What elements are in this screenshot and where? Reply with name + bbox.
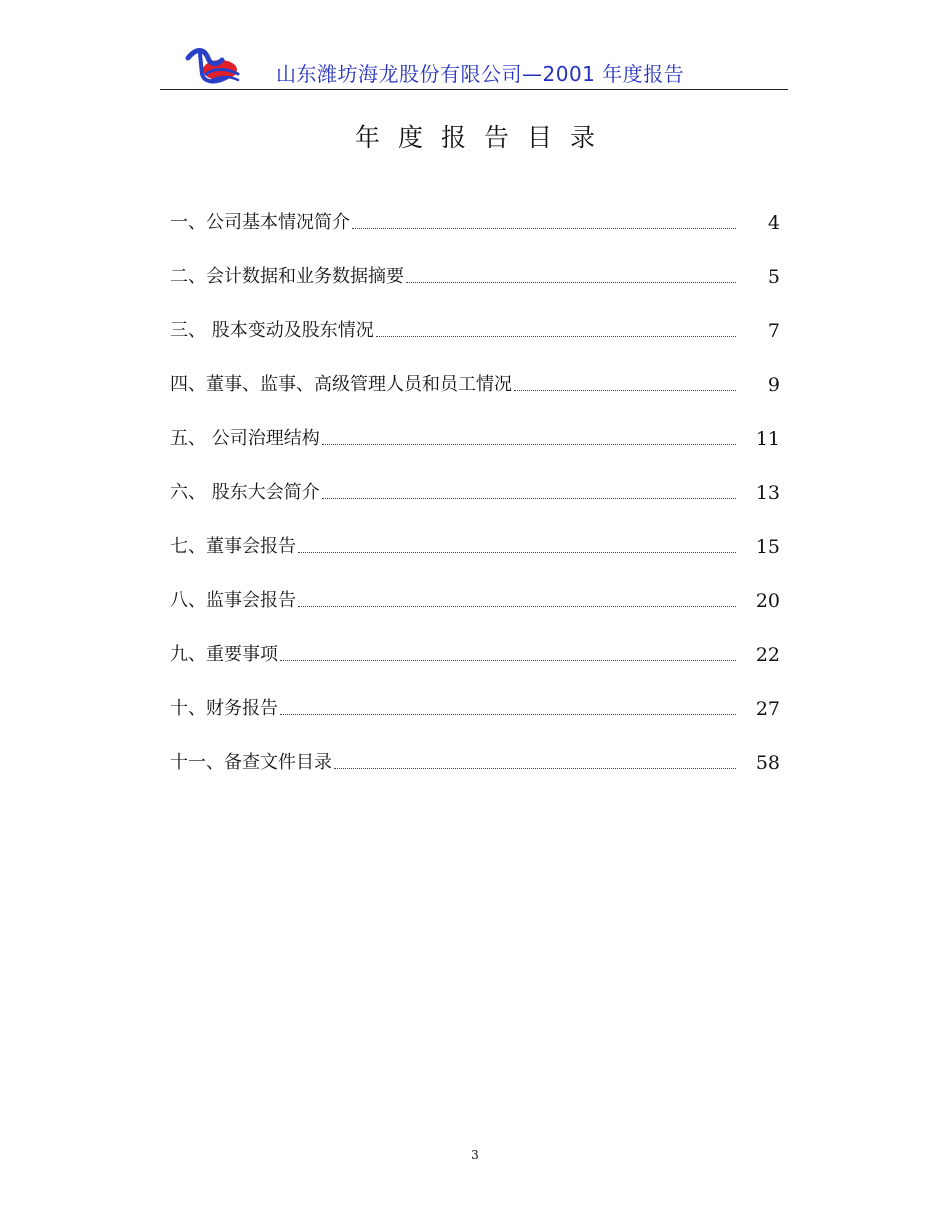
toc-entry[interactable] <box>170 290 780 344</box>
toc-dot-leader <box>352 227 736 229</box>
toc-entry[interactable] <box>170 614 780 668</box>
toc-entry[interactable] <box>170 398 780 452</box>
toc-dot-leader <box>322 443 736 445</box>
document-title: 年度报告目录 <box>354 123 613 152</box>
toc-dot-leader <box>280 659 736 661</box>
toc-entry-page: 13 <box>755 482 780 504</box>
toc-entry-page: 11 <box>755 428 780 450</box>
toc-entry-label: 一、公司基本情况简介 <box>170 212 350 233</box>
toc-dot-leader <box>406 281 736 283</box>
toc-entry[interactable] <box>170 668 780 722</box>
toc-entry-page: 9 <box>767 374 780 396</box>
table-of-contents <box>170 182 780 776</box>
toc-dot-leader <box>298 605 736 607</box>
toc-entry[interactable] <box>170 560 780 614</box>
toc-entry-label: 六、 股东大会简介 <box>170 482 320 503</box>
toc-entry-page: 4 <box>767 212 780 234</box>
toc-entry-label: 三、 股本变动及股东情况 <box>170 320 374 341</box>
toc-entry-label: 十、财务报告 <box>170 698 278 719</box>
toc-entry[interactable] <box>170 722 780 776</box>
toc-dot-leader <box>298 551 736 553</box>
toc-dot-leader <box>280 713 736 715</box>
toc-entry-page: 27 <box>755 698 780 720</box>
toc-dot-leader <box>334 767 736 769</box>
toc-entry-page: 5 <box>767 266 780 288</box>
toc-entry-label: 二、会计数据和业务数据摘要 <box>170 266 404 287</box>
toc-entry[interactable] <box>170 452 780 506</box>
toc-entry-label: 五、 公司治理结构 <box>170 428 320 449</box>
toc-entry[interactable] <box>170 182 780 236</box>
toc-entry-label: 八、监事会报告 <box>170 590 296 611</box>
toc-entry-label: 七、董事会报告 <box>170 536 296 557</box>
toc-dot-leader <box>514 389 736 391</box>
toc-dot-leader <box>322 497 736 499</box>
toc-entry-page: 15 <box>755 536 780 558</box>
toc-entry-label: 九、重要事项 <box>170 644 278 665</box>
company-logo-icon <box>182 44 242 86</box>
toc-entry[interactable] <box>170 344 780 398</box>
toc-entry-page: 20 <box>755 590 780 612</box>
page-number: 3 <box>471 1148 479 1162</box>
toc-entry-page: 7 <box>767 320 780 342</box>
toc-dot-leader <box>376 335 736 337</box>
header-title: 山东潍坊海龙股份有限公司—2001 年度报告 <box>276 62 685 86</box>
toc-entry-page: 22 <box>755 644 780 666</box>
toc-entry[interactable] <box>170 506 780 560</box>
toc-entry[interactable] <box>170 236 780 290</box>
toc-entry-label: 十一、备查文件目录 <box>170 752 332 773</box>
toc-entry-label: 四、董事、监事、高级管理人员和员工情况 <box>170 374 512 395</box>
page-header <box>160 40 788 90</box>
toc-entry-page: 58 <box>755 752 780 774</box>
